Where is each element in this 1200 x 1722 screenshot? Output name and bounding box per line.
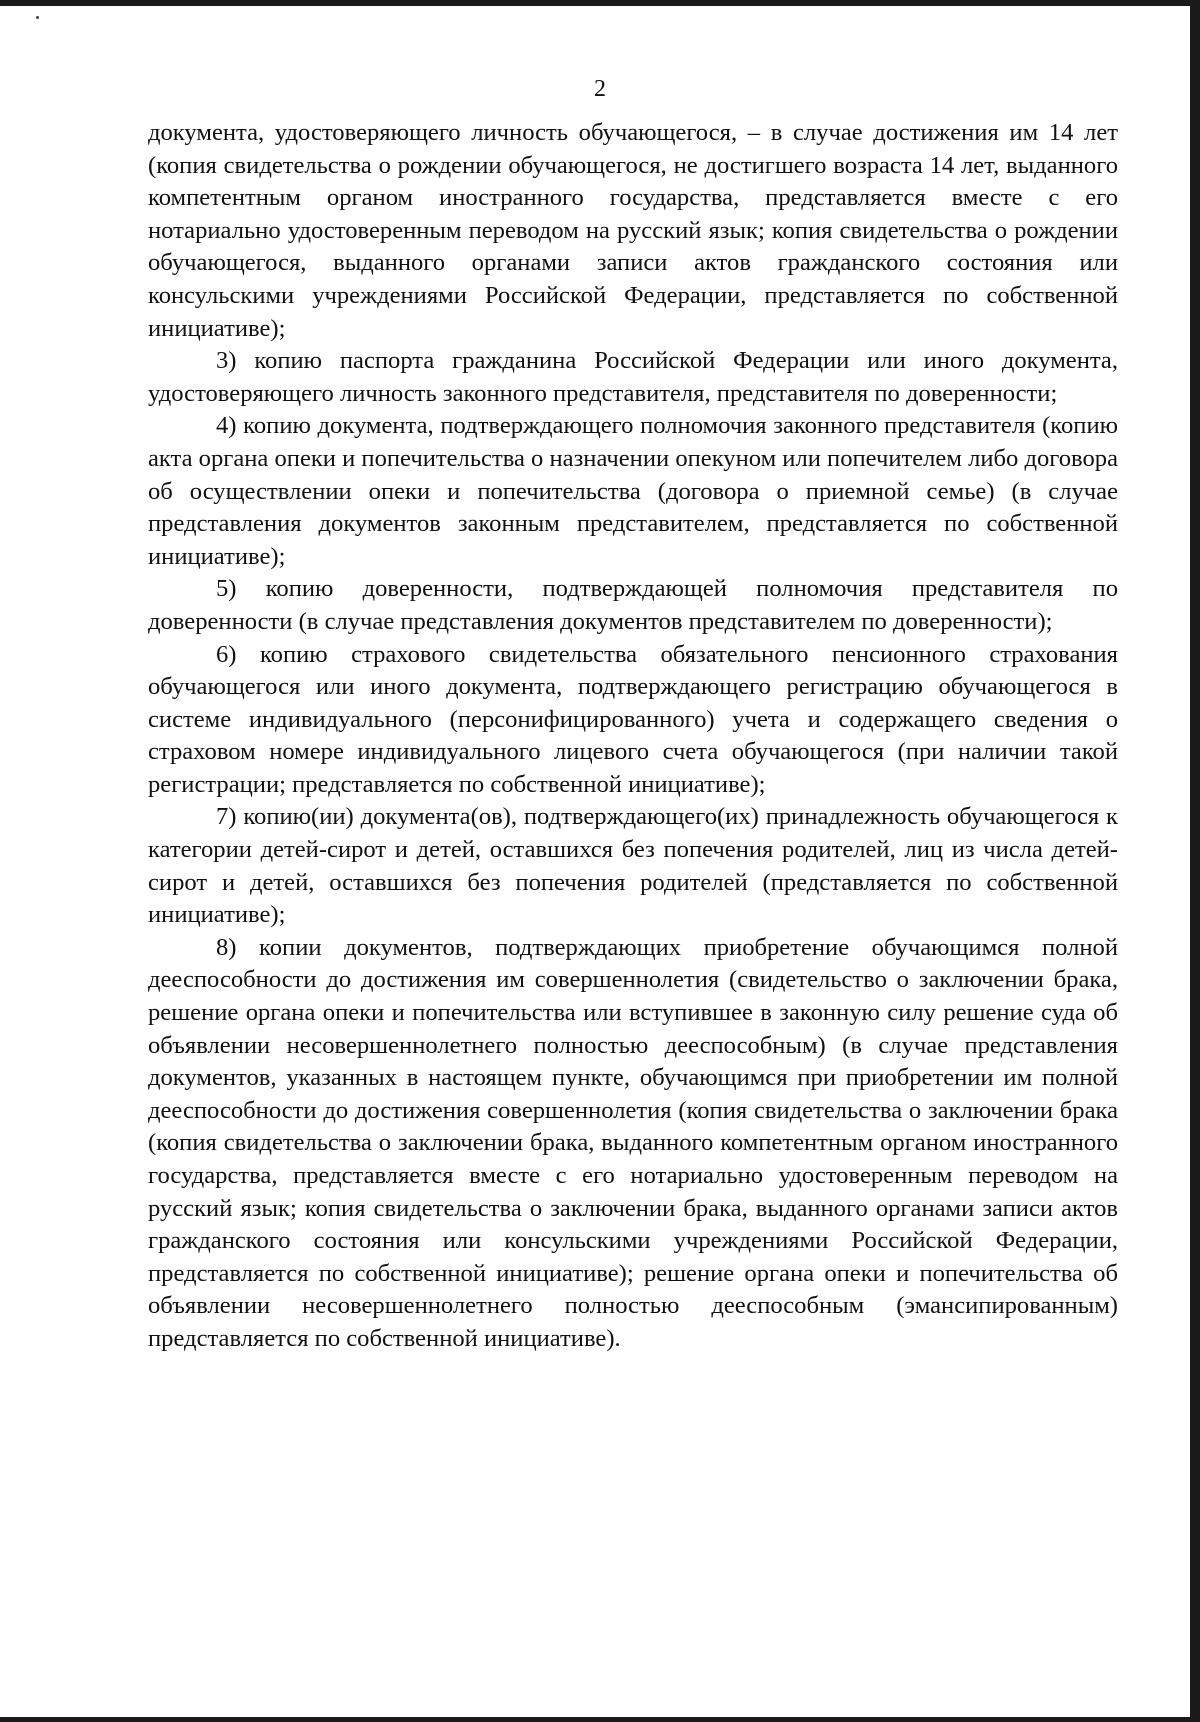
- paragraph-continuation: документа, удостоверяющего личность обучающегося, – в случае достижения им 14 лет (копия свидетельства о рождении обучающегося, не достигшего возраста 14 лет, выданного компетентным органом иностранного государства, представляется вместе с его нотариально удостоверенным переводом на русский язык; копия свидетельства о рождении обучающегося, выданного органами записи актов гражданского состояния или консульскими учреждениями Российской Федерации, представляется по собственной инициативе);: [148, 119, 1118, 342]
- scan-border-bottom: [0, 1717, 1200, 1722]
- document-body: [148, 117, 1118, 1356]
- scan-speck: [36, 16, 39, 19]
- page-number: 2: [594, 76, 606, 102]
- list-item-8: 8) копии документов, подтверждающих приобретение обучающимся полной дееспособности до достижения им совершеннолетия (свидетельство о заключении брака, решение органа опеки и попечительства или вступившее в законную силу решение суда об объявлении несовершеннолетнего полностью дееспособным) (в случае представления документов, указанных в настоящем пункте, обучающимся при приобретении им полной дееспособности до достижения совершеннолетия (копия свидетельства о заключении брака (копия свидетельства о заключении брака, выданного компетентным органом иностранного государства, представляется вместе с его нотариально удостоверенным переводом на русский язык; копия свидетельства о заключении брака, выданного органами записи актов гражданского состояния или консульскими учреждениями Российской Федерации, представляется по собственной инициативе); решение органа опеки и попечительства об объявлении несовершеннолетнего полностью дееспособным (эмансипированным) представляется по собственной инициативе).: [148, 933, 1118, 1352]
- list-item-3: 3) копию паспорта гражданина Российской Федерации или иного документа, удостоверяющего личность законного представителя, представителя по доверенности;: [148, 347, 1118, 407]
- list-item-5: 5) копию доверенности, подтверждающей полномочия представителя по доверенности (в случае представления документов представителем по доверенности);: [148, 575, 1118, 635]
- scan-border-top: [0, 0, 1200, 6]
- scan-border-right: [1190, 0, 1200, 1722]
- list-item-7: 7) копию(ии) документа(ов), подтверждающего(их) принадлежность обучающегося к категории детей-сирот и детей, оставшихся без попечения родителей, лиц из числа детей-сирот и детей, оставшихся без попечения родителей (представляется по собственной инициативе);: [148, 803, 1118, 929]
- list-item-4: 4) копию документа, подтверждающего полномочия законного представителя (копию акта органа опеки и попечительства о назначении опекуном или попечителем либо договора об осуществлении опеки и попечительства (договора о приемной семье) (в случае представления документов законным представителем, представляется по собственной инициативе);: [148, 412, 1118, 570]
- list-item-6: 6) копию страхового свидетельства обязательного пенсионного страхования обучающегося или иного документа, подтверждающего регистрацию обучающегося в системе индивидуального (персонифицированного) учета и содержащего сведения о страховом номере индивидуального лицевого счета обучающегося (при наличии такой регистрации; представляется по собственной инициативе);: [148, 640, 1118, 798]
